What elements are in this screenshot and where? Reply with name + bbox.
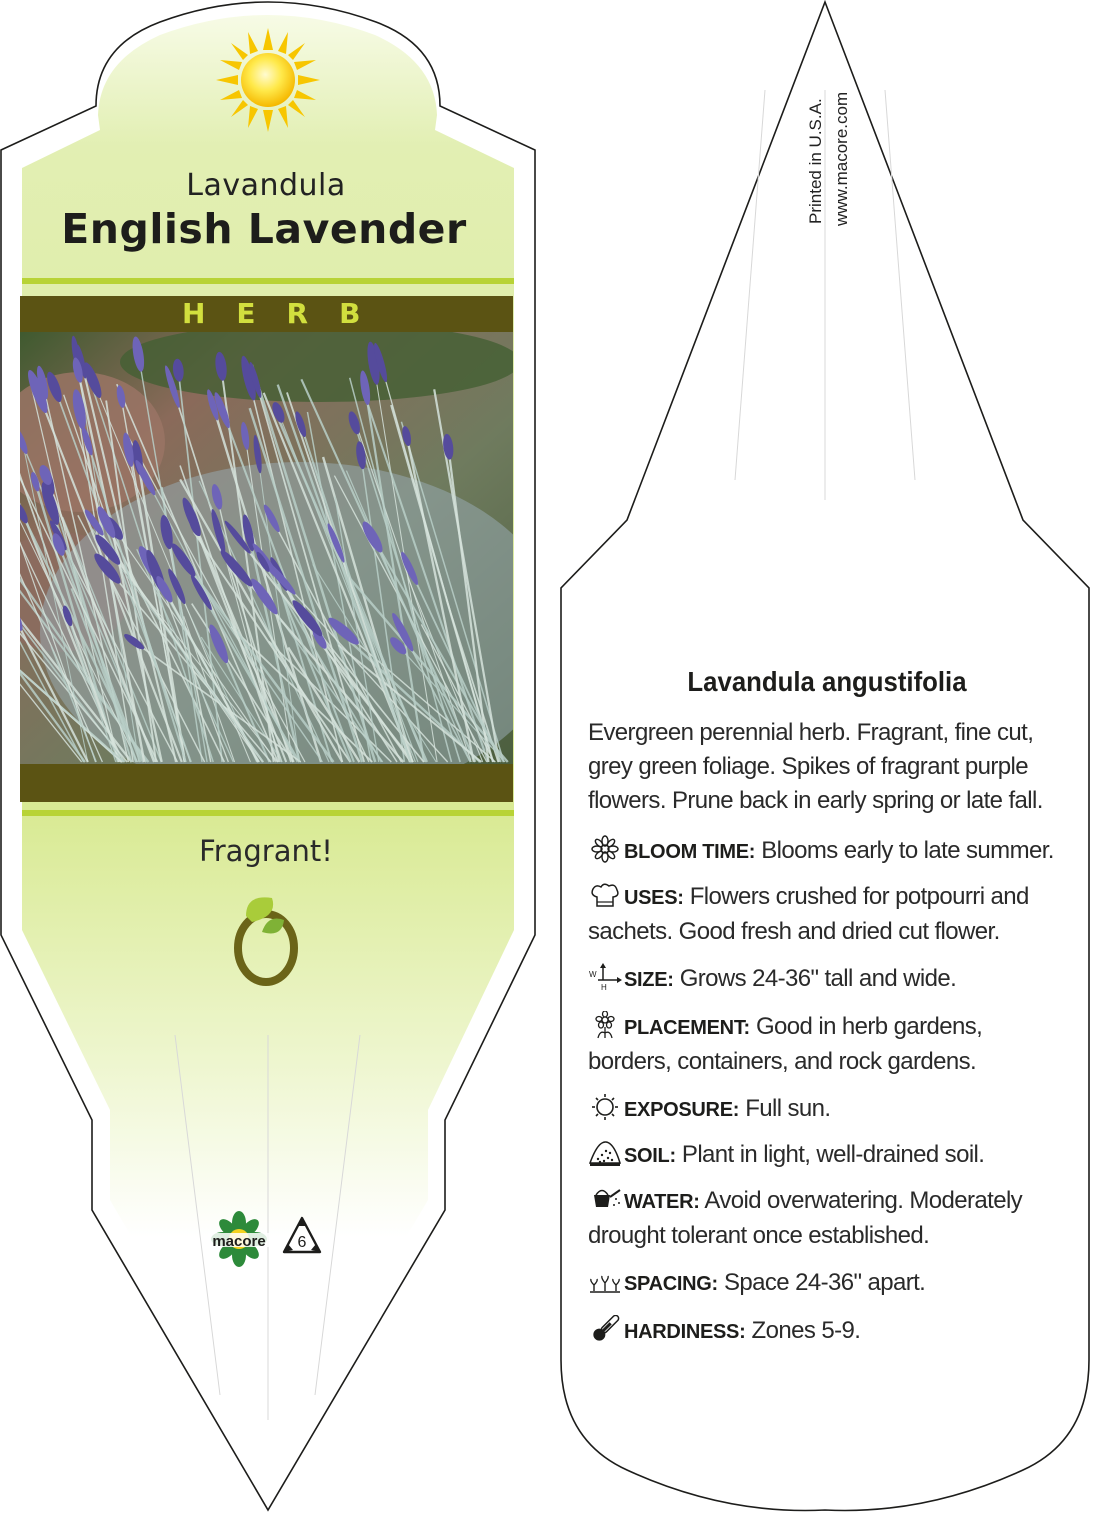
detail-label: SOIL: [624,1145,676,1167]
soil-pile-icon [588,1139,622,1167]
recycle-icon [280,1214,324,1258]
detail-placement [588,1010,1058,1079]
detail-label: BLOOM TIME: [624,841,756,863]
detail-text: Flowers crushed for potpourri and sachets. Good fresh and dried cut flower. [588,883,1029,945]
detail-label: SIZE: [624,969,674,991]
svg-text:W: W [589,970,596,979]
size-arrows-icon [588,963,622,991]
detail-label: PLACEMENT: [624,1017,750,1039]
detail-label: EXPOSURE: [624,1099,740,1121]
description: Evergreen perennial herb. Fragrant, fine cut, grey green foliage. Spikes of fragrant purple flowers. Prune back in early spring or late fall. [588,719,1043,814]
detail-exposure [588,1092,1058,1127]
detail-text: Space 24-36" apart. [723,1269,926,1296]
detail-hardiness [588,1314,1058,1349]
detail-text: Plant in light, well-drained soil. [681,1141,985,1168]
sun-outline-icon [588,1093,622,1121]
detail-label: USES: [624,887,684,909]
species-title: Lavandula angustifolia [687,666,967,697]
chef-hat-icon [588,881,622,909]
seedlings-icon [588,1267,622,1295]
detail-label: WATER: [624,1191,700,1213]
detail-bloom-time [588,834,1058,869]
detail-soil [588,1138,1058,1173]
svg-text:H: H [601,983,607,991]
website-label: www.macore.com [832,91,851,226]
detail-text: Good in herb gardens, borders, containers, and rock gardens. [588,1013,983,1075]
detail-water [588,1184,1058,1253]
detail-text: Zones 5-9. [751,1317,861,1344]
photo-bottom-band [20,764,513,802]
printed-in-label: Printed in U.S.A. [806,98,825,224]
detail-uses [588,880,1058,949]
placement-flower-icon [588,1011,622,1039]
tagline: Fragrant! [199,834,333,868]
detail-text: Full sun. [745,1095,831,1122]
macore-logo [206,1210,272,1268]
detail-spacing [588,1266,1058,1301]
detail-text: Blooms early to late summer. [761,837,1054,864]
fragrance-leaf-icon [228,892,304,988]
sun-icon [216,28,320,132]
category-band: HERB [20,296,513,332]
thermometer-icon [588,1315,622,1343]
watering-can-icon [588,1185,622,1213]
botanical-name: Lavandula [186,168,346,203]
recycle-number: 6 [297,1234,307,1251]
detail-label: HARDINESS: [624,1321,746,1343]
macore-logo-text: macore [212,1233,266,1250]
detail-text: Grows 24-36" tall and wide. [679,965,957,992]
flower-icon [588,835,622,863]
common-name: English Lavender [61,205,467,253]
lavender-photo [20,332,513,764]
detail-text: Avoid overwatering. Moderately drought tolerant once established. [588,1187,1023,1249]
detail-size [588,962,1058,997]
detail-label: SPACING: [624,1273,718,1295]
